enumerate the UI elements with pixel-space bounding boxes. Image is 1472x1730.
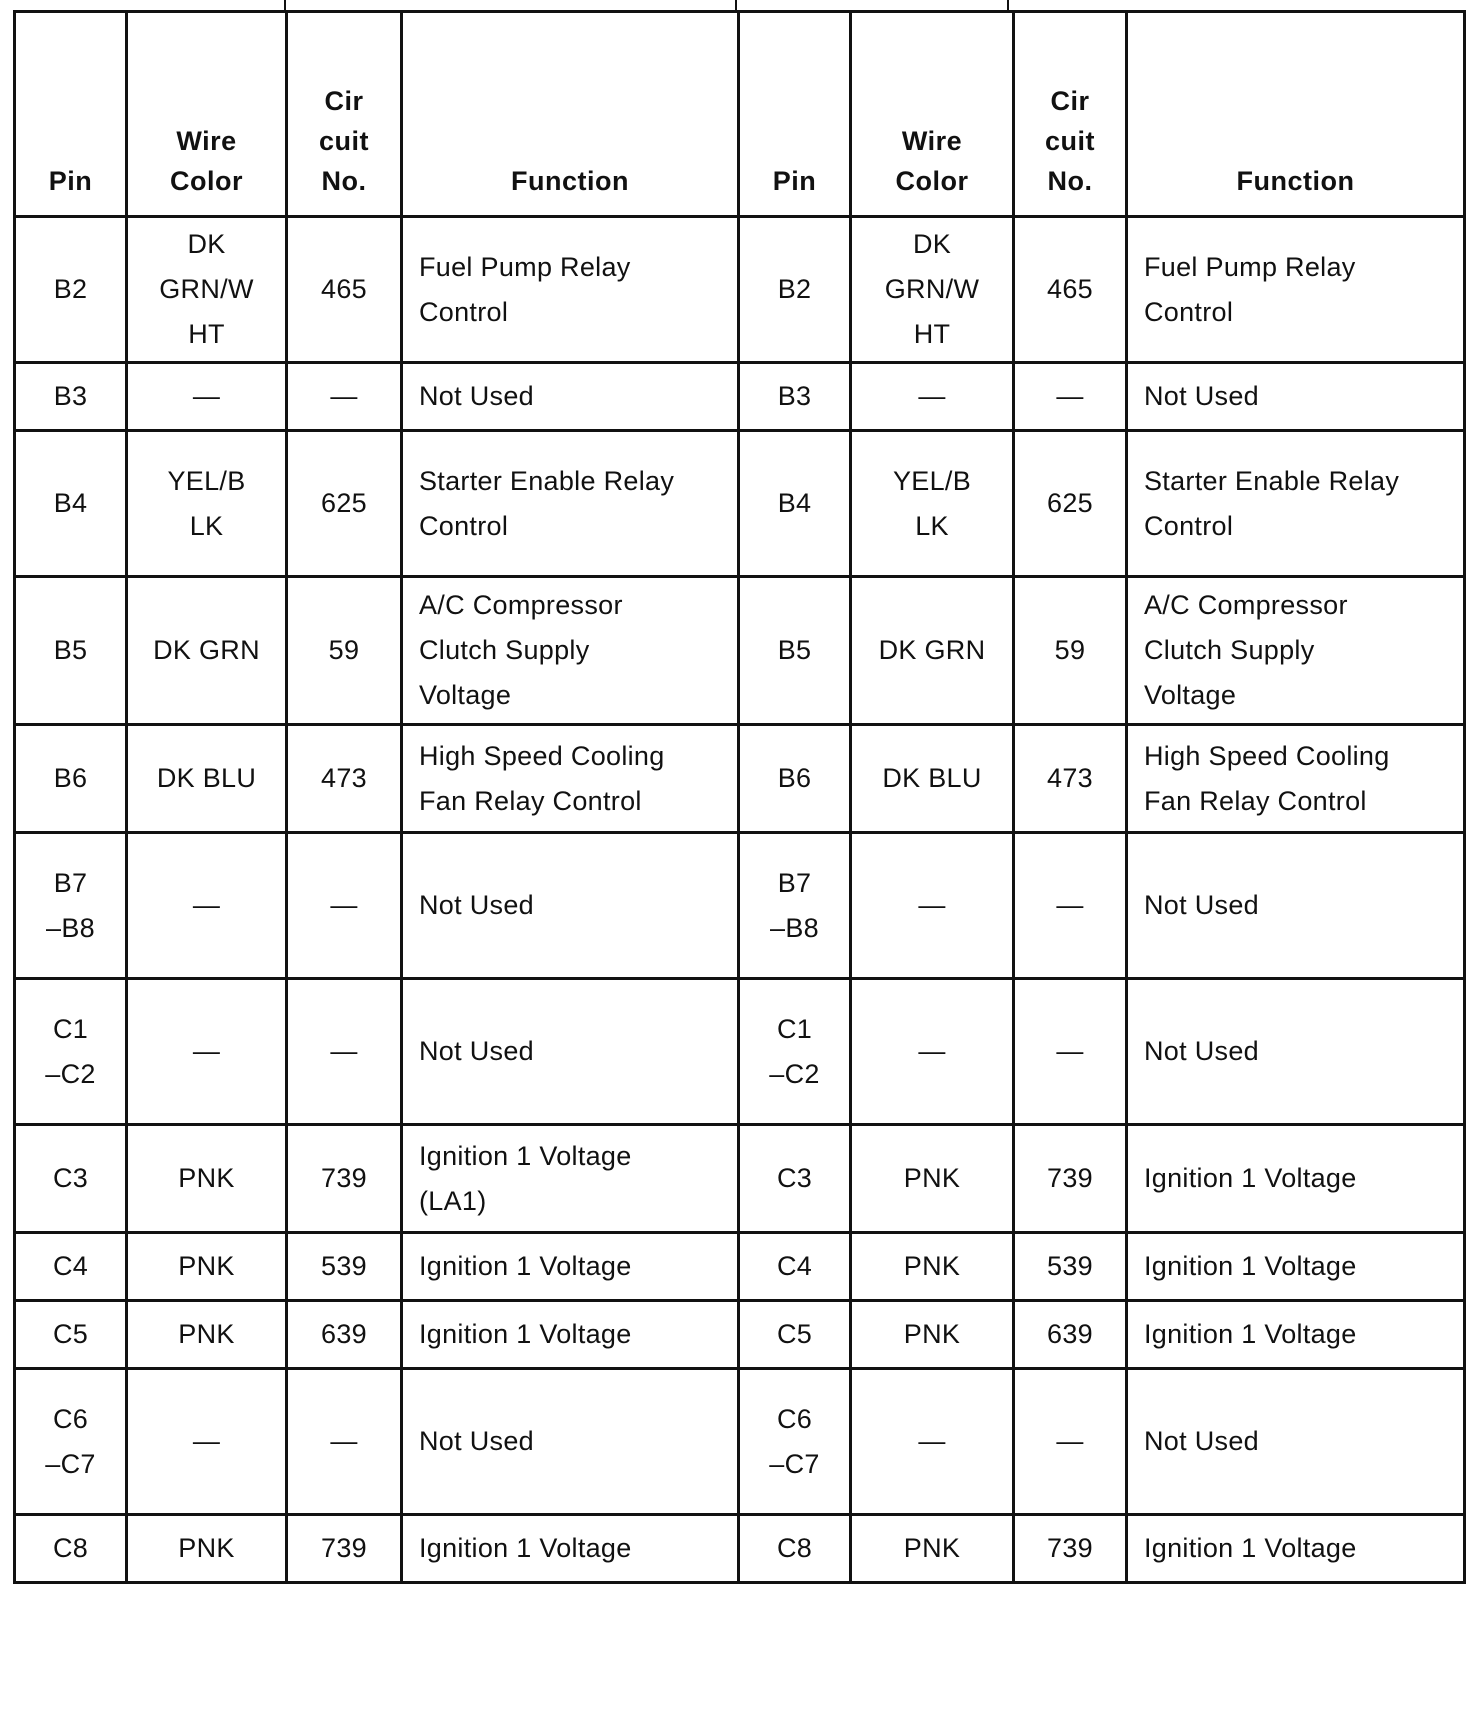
connector-pinout-table (13, 10, 1466, 1584)
wire-color-cell: — (127, 833, 287, 979)
circuit-number-cell: 59 (1014, 577, 1127, 725)
page-split-tick-right (1007, 0, 1009, 10)
function-cell: Ignition 1 Voltage (1127, 1125, 1465, 1233)
wire-color-cell: PNK (851, 1515, 1014, 1583)
header-wire-color: Wire Color (127, 12, 287, 217)
wire-color-cell: YEL/B LK (851, 431, 1014, 577)
circuit-number-cell: 625 (287, 431, 402, 577)
wire-color-cell: PNK (127, 1233, 287, 1301)
wire-color-cell: DK BLU (127, 725, 287, 833)
pin-cell: B6 (15, 725, 127, 833)
function-cell: Not Used (402, 363, 739, 431)
pin-cell: C6 –C7 (739, 1369, 851, 1515)
table-row (15, 217, 1465, 363)
page-split-tick-left (284, 0, 286, 10)
function-cell: Ignition 1 Voltage (LA1) (402, 1125, 739, 1233)
table-row (15, 1233, 1465, 1301)
pin-cell: C4 (739, 1233, 851, 1301)
circuit-number-cell: 59 (287, 577, 402, 725)
table-row (15, 1369, 1465, 1515)
page-split-tick-center (735, 0, 737, 10)
header-circuit-no: Cir cuit No. (287, 12, 402, 217)
function-cell: Not Used (1127, 1369, 1465, 1515)
header-pin: Pin (15, 12, 127, 217)
pin-cell: C8 (15, 1515, 127, 1583)
table-row (15, 725, 1465, 833)
function-cell: Ignition 1 Voltage (402, 1515, 739, 1583)
function-cell: Not Used (1127, 363, 1465, 431)
pin-cell: C4 (15, 1233, 127, 1301)
circuit-number-cell: 739 (1014, 1515, 1127, 1583)
table-row (15, 979, 1465, 1125)
pin-cell: B7 –B8 (15, 833, 127, 979)
pin-cell: C6 –C7 (15, 1369, 127, 1515)
function-cell: Not Used (1127, 833, 1465, 979)
function-cell: Not Used (402, 979, 739, 1125)
function-cell: Fuel Pump Relay Control (402, 217, 739, 363)
pin-cell: C8 (739, 1515, 851, 1583)
wire-color-cell: PNK (127, 1125, 287, 1233)
pin-cell: B3 (739, 363, 851, 431)
pin-cell: B5 (15, 577, 127, 725)
pin-cell: C3 (15, 1125, 127, 1233)
circuit-number-cell: 473 (287, 725, 402, 833)
circuit-number-cell: 639 (1014, 1301, 1127, 1369)
circuit-number-cell: — (1014, 1369, 1127, 1515)
wire-color-cell: DK GRN/W HT (127, 217, 287, 363)
pin-cell: B6 (739, 725, 851, 833)
pin-cell: C1 –C2 (15, 979, 127, 1125)
circuit-number-cell: — (287, 979, 402, 1125)
header-pin: Pin (739, 12, 851, 217)
pin-cell: B5 (739, 577, 851, 725)
circuit-number-cell: — (287, 833, 402, 979)
function-cell: High Speed Cooling Fan Relay Control (402, 725, 739, 833)
wire-color-cell: PNK (851, 1233, 1014, 1301)
function-cell: A/C Compressor Clutch Supply Voltage (402, 577, 739, 725)
wire-color-cell: PNK (127, 1301, 287, 1369)
pin-cell: B2 (15, 217, 127, 363)
circuit-number-cell: 739 (1014, 1125, 1127, 1233)
header-wire-color: Wire Color (851, 12, 1014, 217)
function-cell: Not Used (1127, 979, 1465, 1125)
wire-color-cell: — (851, 1369, 1014, 1515)
function-cell: High Speed Cooling Fan Relay Control (1127, 725, 1465, 833)
function-cell: Starter Enable Relay Control (1127, 431, 1465, 577)
circuit-number-cell: — (1014, 833, 1127, 979)
circuit-number-cell: — (1014, 363, 1127, 431)
table-row (15, 1125, 1465, 1233)
wire-color-cell: DK GRN/W HT (851, 217, 1014, 363)
header-row (15, 12, 1465, 217)
wire-color-cell: — (127, 979, 287, 1125)
wire-color-cell: DK GRN (127, 577, 287, 725)
header-function: Function (402, 12, 739, 217)
pin-cell: B4 (15, 431, 127, 577)
wire-color-cell: — (851, 363, 1014, 431)
function-cell: Starter Enable Relay Control (402, 431, 739, 577)
table-row (15, 1301, 1465, 1369)
header-function: Function (1127, 12, 1465, 217)
table-row (15, 577, 1465, 725)
function-cell: Not Used (402, 1369, 739, 1515)
pin-cell: B4 (739, 431, 851, 577)
circuit-number-cell: 465 (287, 217, 402, 363)
function-cell: Fuel Pump Relay Control (1127, 217, 1465, 363)
circuit-number-cell: 473 (1014, 725, 1127, 833)
wire-color-cell: — (127, 1369, 287, 1515)
pin-cell: C3 (739, 1125, 851, 1233)
circuit-number-cell: 539 (1014, 1233, 1127, 1301)
function-cell: A/C Compressor Clutch Supply Voltage (1127, 577, 1465, 725)
function-cell: Ignition 1 Voltage (402, 1233, 739, 1301)
wire-color-cell: DK BLU (851, 725, 1014, 833)
pin-cell: C5 (15, 1301, 127, 1369)
table-row (15, 431, 1465, 577)
wire-color-cell: PNK (127, 1515, 287, 1583)
pin-rows (15, 217, 1465, 1583)
circuit-number-cell: 465 (1014, 217, 1127, 363)
function-cell: Ignition 1 Voltage (1127, 1515, 1465, 1583)
circuit-number-cell: 625 (1014, 431, 1127, 577)
pin-cell: B7 –B8 (739, 833, 851, 979)
circuit-number-cell: — (287, 1369, 402, 1515)
circuit-number-cell: 639 (287, 1301, 402, 1369)
circuit-number-cell: — (287, 363, 402, 431)
header-circuit-no: Cir cuit No. (1014, 12, 1127, 217)
function-cell: Ignition 1 Voltage (402, 1301, 739, 1369)
wire-color-cell: YEL/B LK (127, 431, 287, 577)
wire-color-cell: DK GRN (851, 577, 1014, 725)
pin-cell: C5 (739, 1301, 851, 1369)
table-row (15, 1515, 1465, 1583)
function-cell: Ignition 1 Voltage (1127, 1233, 1465, 1301)
pin-cell: B3 (15, 363, 127, 431)
wire-color-cell: — (851, 979, 1014, 1125)
table-row (15, 363, 1465, 431)
pin-cell: C1 –C2 (739, 979, 851, 1125)
circuit-number-cell: 739 (287, 1515, 402, 1583)
wire-color-cell: PNK (851, 1301, 1014, 1369)
wire-color-cell: — (127, 363, 287, 431)
function-cell: Not Used (402, 833, 739, 979)
pin-cell: B2 (739, 217, 851, 363)
wire-color-cell: PNK (851, 1125, 1014, 1233)
circuit-number-cell: 739 (287, 1125, 402, 1233)
connector-pinout-document (13, 10, 1466, 1584)
table-row (15, 833, 1465, 979)
function-cell: Ignition 1 Voltage (1127, 1301, 1465, 1369)
wire-color-cell: — (851, 833, 1014, 979)
circuit-number-cell: 539 (287, 1233, 402, 1301)
circuit-number-cell: — (1014, 979, 1127, 1125)
